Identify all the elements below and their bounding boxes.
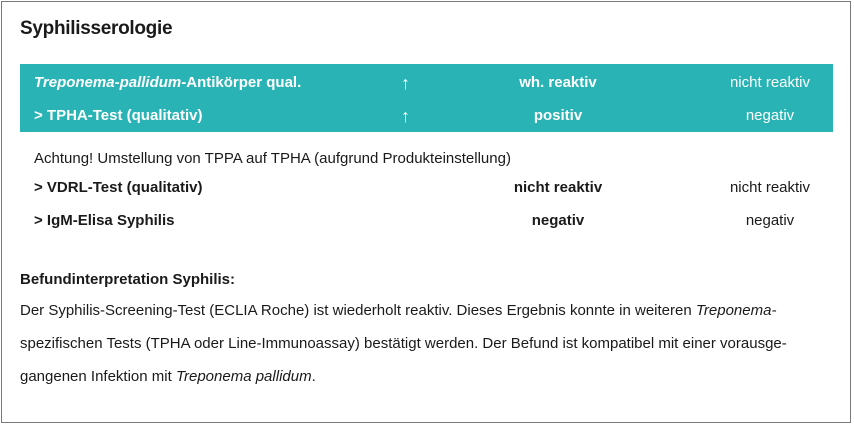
arrow-up-icon: ↑ [401,106,410,126]
interpretation-line: Der Syphilis-Screening-Test (ECLIA Roche) ist wiederholt reaktiv. Dieses Ergebnis konnte in weiteren Treponema- [20,302,777,319]
test-result: negativ [531,212,585,229]
test-result: positiv [533,107,583,124]
test-result: nicht reaktiv [513,179,603,196]
table-row [20,206,833,236]
product-change-note: Achtung! Umstellung von TPPA auf TPHA (aufgrund Produkteinstellung) [34,150,511,167]
highlighted-results-band [20,64,833,132]
test-name: > TPHA-Test (qualitativ) [34,107,203,124]
test-name: > VDRL-Test (qualitativ) [34,179,203,196]
test-name: Treponema-pallidum-Antikörper qual. [34,74,302,91]
reference-value: negativ [745,212,795,229]
table-row [20,99,833,133]
reference-value: negativ [745,107,795,124]
reference-value: nicht reaktiv [729,179,811,196]
interpretation-heading: Befundinterpretation Syphilis: [20,271,236,288]
test-result: wh. reaktiv [519,74,597,91]
table-row [20,173,833,203]
table-row [20,66,833,100]
interpretation-line: spezifischen Tests (TPHA oder Line-Immunoassay) bestätigt werden. Der Befund ist kompatibel mit einer vorausge- [20,335,787,352]
arrow-up-icon: ↑ [401,73,410,93]
interpretation-line: gangenen Infektion mit Treponema pallidum. [20,368,316,385]
reference-value: nicht reaktiv [729,74,811,91]
section-title: Syphilisserologie [20,18,173,39]
test-name: > IgM-Elisa Syphilis [34,212,175,229]
